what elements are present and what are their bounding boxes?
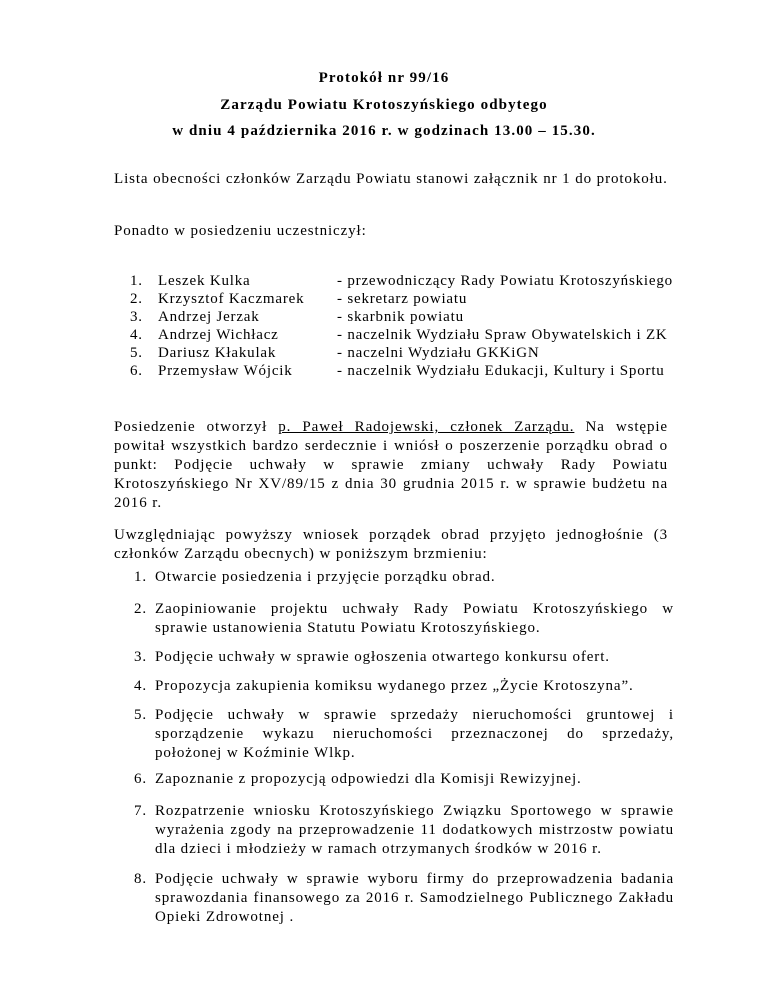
- participant-number: 3.: [130, 309, 143, 325]
- agenda-item-text: Podjęcie uchwały w sprawie sprzedaży nieruchomości gruntowej i sporządzenie wykazu nieruchomości przeznaczonej do sprzedaży, położonej w Koźminie Wlkp.: [155, 707, 674, 761]
- participant-name: Dariusz Kłakulak: [158, 345, 277, 361]
- participant-role: - naczelni Wydziału GKKiGN: [337, 345, 540, 361]
- participant-name: Andrzej Wichłacz: [158, 327, 279, 343]
- participants-intro: Ponadto w posiedzeniu uczestniczył:: [114, 223, 367, 239]
- participant-number: 2.: [130, 291, 143, 307]
- agenda-item-text: Rozpatrzenie wniosku Krotoszyńskiego Związku Sportowego w sprawie wyrażenia zgody na przeprowadzenie 11 dodatkowych mistrzostw powiatu dla dzieci i młodzieży w ramach otrzymanych środków w 2016 r.: [155, 803, 674, 857]
- participant-number: 1.: [130, 273, 143, 289]
- agenda-item-text: Podjęcie uchwały w sprawie ogłoszenia otwartego konkursu ofert.: [155, 649, 610, 665]
- document-subtitle: Zarządu Powiatu Krotoszyńskiego odbytego: [220, 97, 548, 113]
- agenda-item-text: Zapoznanie z propozycją odpowiedzi dla Komisji Rewizyjnej.: [155, 771, 582, 787]
- agenda-item-text: Propozycja zakupienia komiksu wydanego przez „Życie Krotoszyna”.: [155, 678, 634, 694]
- document-title: Protokół nr 99/16: [318, 70, 450, 86]
- agenda-item: [134, 870, 674, 927]
- agenda-item-number: 7.: [134, 803, 148, 819]
- attendance-note: Lista obecności członków Zarządu Powiatu stanowi załącznik nr 1 do protokołu.: [114, 171, 668, 187]
- agenda-item-text: Otwarcie posiedzenia i przyjęcie porządku obrad.: [155, 569, 496, 585]
- meeting-date-line: w dniu 4 października 2016 r. w godzinach 13.00 – 15.30.: [172, 123, 596, 139]
- agenda-item-text: Podjęcie uchwały w sprawie wyboru firmy do przeprowadzenia badania sprawozdania finansowego za 2016 r. Samodzielnego Publicznego Zakładu Opieki Zdrowotnej .: [155, 871, 674, 925]
- participant-role: - naczelnik Wydziału Edukacji, Kultury i Sportu: [337, 363, 665, 379]
- participant-name: Andrzej Jerzak: [158, 309, 260, 325]
- participant-name: Przemysław Wójcik: [158, 363, 293, 379]
- chairperson-name: p. Paweł Radojewski, członek Zarządu.: [278, 419, 575, 435]
- participant-number: 6.: [130, 363, 143, 379]
- opening-paragraph: [114, 418, 668, 513]
- agenda-item-number: 5.: [134, 707, 148, 723]
- participant-name: Krzysztof Kaczmarek: [158, 291, 305, 307]
- agenda-item: [134, 648, 674, 667]
- agenda-item-number: 4.: [134, 678, 148, 694]
- agenda-item-number: 1.: [134, 569, 148, 585]
- agenda-item: [134, 770, 674, 789]
- participant-role: - skarbnik powiatu: [337, 309, 464, 325]
- agenda-intro: Uwzględniając powyższy wniosek porządek obrad przyjęto jednogłośnie (3 członków Zarządu obecnych) w poniższym brzmieniu:: [114, 527, 668, 562]
- agenda-item: [134, 568, 674, 587]
- agenda-item: [134, 706, 674, 763]
- agenda-item-number: 2.: [134, 601, 148, 617]
- participant-role: - przewodniczący Rady Powiatu Krotoszyńskiego: [337, 273, 673, 289]
- agenda-item: [134, 802, 674, 859]
- participant-role: - sekretarz powiatu: [337, 291, 468, 307]
- participant-role: - naczelnik Wydziału Spraw Obywatelskich i ZK: [337, 327, 668, 343]
- agenda-item: [134, 600, 674, 638]
- agenda-item-number: 3.: [134, 649, 148, 665]
- participant-number: 5.: [130, 345, 143, 361]
- agenda-item-number: 8.: [134, 871, 148, 887]
- opening-rest: Na wstępie powitał wszystkich bardzo serdecznie i wniósł o poszerzenie porządku obrad o punkt: Podjęcie uchwały w sprawie zmiany uchwały Rady Powiatu Krotoszyńskiego Nr XV/89/15 z dnia 30 grudnia 2015 r. w sprawie budżetu na 2016 r.: [114, 419, 668, 511]
- participant-number: 4.: [130, 327, 143, 343]
- opening-prefix: Posiedzenie otworzył: [114, 419, 279, 435]
- participant-name: Leszek Kulka: [158, 273, 251, 289]
- agenda-item-text: Zaopiniowanie projektu uchwały Rady Powiatu Krotoszyńskiego w sprawie ustanowienia Statutu Powiatu Krotoszyńskiego.: [155, 601, 674, 636]
- agenda-item-number: 6.: [134, 771, 148, 787]
- agenda-item: [134, 677, 674, 696]
